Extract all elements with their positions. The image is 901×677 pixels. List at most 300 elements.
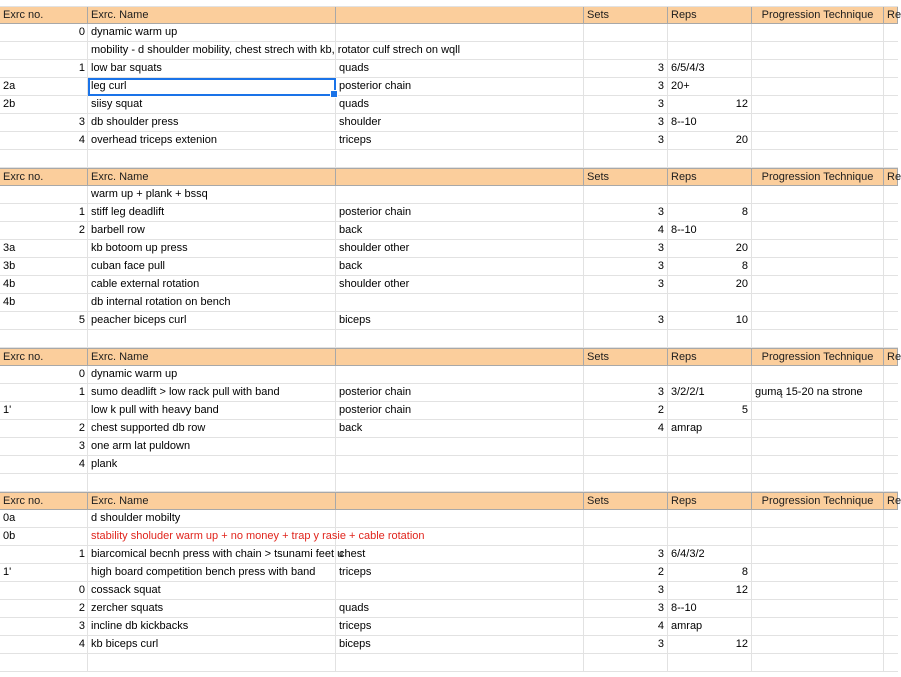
category-cell[interactable] bbox=[336, 438, 584, 456]
reps-cell[interactable] bbox=[668, 24, 752, 42]
progression-cell[interactable] bbox=[752, 294, 884, 312]
category-cell[interactable]: shoulder other bbox=[336, 240, 584, 258]
sets-cell[interactable]: 3 bbox=[584, 546, 668, 564]
exrc-no-cell[interactable]: 0a bbox=[0, 510, 88, 528]
progression-cell[interactable] bbox=[752, 528, 884, 546]
reps-cell[interactable] bbox=[668, 186, 752, 204]
exrc-no-cell[interactable]: 1' bbox=[0, 402, 88, 420]
sets-cell[interactable]: 3 bbox=[584, 582, 668, 600]
progression-cell[interactable] bbox=[752, 24, 884, 42]
reps-cell[interactable] bbox=[668, 222, 752, 240]
reps-text: amrap bbox=[671, 422, 703, 434]
progression-cell[interactable] bbox=[752, 42, 884, 60]
exrc-name-cell[interactable]: cuban face pull bbox=[88, 258, 336, 276]
category-cell[interactable]: chest bbox=[336, 546, 584, 564]
top-gridline bbox=[0, 0, 898, 7]
header-sets[interactable]: Sets bbox=[584, 348, 668, 366]
empty-cell[interactable] bbox=[584, 474, 668, 492]
empty-cell[interactable] bbox=[752, 654, 884, 672]
empty-cell[interactable] bbox=[0, 474, 88, 492]
progression-cell[interactable] bbox=[752, 204, 884, 222]
overflow-cell[interactable] bbox=[884, 366, 898, 384]
empty-cell[interactable] bbox=[752, 474, 884, 492]
header-progression[interactable]: Progression Technique bbox=[752, 168, 884, 186]
table-row bbox=[0, 546, 898, 564]
header-row bbox=[0, 6, 901, 24]
sets-cell[interactable]: 3 bbox=[584, 60, 668, 78]
sets-cell[interactable]: 3 bbox=[584, 636, 668, 654]
progression-cell[interactable] bbox=[752, 186, 884, 204]
overflow-cell[interactable] bbox=[884, 600, 898, 618]
exrc-no-cell[interactable]: 0b bbox=[0, 528, 88, 546]
category-cell[interactable]: shoulder other bbox=[336, 276, 584, 294]
header-blank[interactable] bbox=[336, 348, 584, 366]
header-sets[interactable]: Sets bbox=[584, 492, 668, 510]
empty-cell[interactable] bbox=[884, 150, 898, 168]
category-cell[interactable]: quads bbox=[336, 96, 584, 114]
reps-cell[interactable] bbox=[668, 294, 752, 312]
overflow-cell[interactable] bbox=[884, 564, 898, 582]
exrc-name-cell[interactable]: overhead triceps extenion bbox=[88, 132, 336, 150]
reps-number: 10 bbox=[735, 314, 748, 326]
category-cell[interactable] bbox=[336, 582, 584, 600]
overflow-cell[interactable] bbox=[884, 546, 898, 564]
reps-text: 6/4/3/2 bbox=[671, 548, 705, 560]
exrc-name-cell[interactable]: dynamic warm up bbox=[88, 24, 336, 42]
sets-cell[interactable]: 3 bbox=[584, 132, 668, 150]
exrc-index-cell[interactable]: 3 bbox=[78, 620, 85, 632]
reps-cell[interactable] bbox=[668, 114, 752, 132]
header-reps[interactable]: Reps bbox=[668, 168, 752, 186]
exrc-index-cell[interactable]: 1 bbox=[78, 206, 85, 218]
sets-cell[interactable]: 3 bbox=[584, 204, 668, 222]
overflow-cell[interactable] bbox=[884, 312, 898, 330]
progression-cell[interactable]: gumą 15-20 na strone bbox=[752, 384, 884, 402]
category-cell[interactable]: triceps bbox=[336, 132, 584, 150]
category-cell[interactable] bbox=[336, 456, 584, 474]
exrc-index-cell[interactable]: 4 bbox=[78, 458, 85, 470]
exrc-name-cell[interactable]: zercher squats bbox=[88, 600, 336, 618]
exrc-name-cell[interactable]: one arm lat puldown bbox=[88, 438, 336, 456]
overflow-cell[interactable] bbox=[884, 186, 898, 204]
progression-cell[interactable] bbox=[752, 366, 884, 384]
header-sets[interactable]: Sets bbox=[584, 168, 668, 186]
header-exrc-no[interactable]: Exrc no. bbox=[0, 348, 88, 366]
sets-cell[interactable]: 3 bbox=[584, 276, 668, 294]
empty-cell[interactable] bbox=[336, 330, 584, 348]
category-cell[interactable]: posterior chain bbox=[336, 78, 584, 96]
overflow-cell[interactable] bbox=[884, 114, 898, 132]
category-cell[interactable] bbox=[336, 366, 584, 384]
exrc-name-cell[interactable]: warm up + plank + bssq bbox=[88, 186, 336, 204]
exrc-name-cell[interactable]: barbell row bbox=[88, 222, 336, 240]
exrc-index-cell[interactable]: 3 bbox=[78, 116, 85, 128]
progression-cell[interactable] bbox=[752, 60, 884, 78]
reps-number: 8 bbox=[741, 260, 748, 272]
exrc-index-cell[interactable]: 0 bbox=[78, 26, 85, 38]
overflow-cell[interactable] bbox=[884, 24, 898, 42]
reps-number: 12 bbox=[735, 584, 748, 596]
table-row bbox=[0, 42, 898, 60]
exrc-name-cell[interactable]: stiff leg deadlift bbox=[88, 204, 336, 222]
empty-cell[interactable] bbox=[336, 654, 584, 672]
reps-cell[interactable] bbox=[668, 312, 752, 330]
overflow-cell[interactable] bbox=[884, 258, 898, 276]
header-row bbox=[0, 348, 901, 366]
sets-cell[interactable]: 3 bbox=[584, 114, 668, 132]
exrc-name-cell[interactable]: cossack squat bbox=[88, 582, 336, 600]
category-cell[interactable] bbox=[336, 510, 584, 528]
reps-cell[interactable] bbox=[668, 546, 752, 564]
sets-cell[interactable] bbox=[584, 366, 668, 384]
header-reps[interactable]: Reps bbox=[668, 6, 752, 24]
progression-cell[interactable] bbox=[752, 636, 884, 654]
overflow-cell[interactable] bbox=[884, 60, 898, 78]
overflow-cell[interactable] bbox=[884, 582, 898, 600]
exrc-name-cell[interactable]: d shoulder mobilty bbox=[88, 510, 336, 528]
exrc-index-cell[interactable]: 1 bbox=[78, 386, 85, 398]
header-exrc-name[interactable]: Exrc. Name bbox=[88, 348, 336, 366]
reps-cell[interactable] bbox=[668, 582, 752, 600]
exrc-no-cell[interactable]: 2b bbox=[0, 96, 88, 114]
sets-cell[interactable] bbox=[584, 186, 668, 204]
progression-cell[interactable] bbox=[752, 96, 884, 114]
header-blank[interactable] bbox=[336, 6, 584, 24]
exrc-index-cell[interactable]: 0 bbox=[78, 368, 85, 380]
overflow-cell[interactable] bbox=[884, 510, 898, 528]
category-cell[interactable]: posterior chain bbox=[336, 204, 584, 222]
exrc-index-cell[interactable]: 3 bbox=[78, 440, 85, 452]
progression-cell[interactable] bbox=[752, 312, 884, 330]
reps-cell[interactable] bbox=[668, 240, 752, 258]
header-progression[interactable]: Progression Technique bbox=[752, 492, 884, 510]
overflow-cell[interactable] bbox=[884, 132, 898, 150]
empty-cell[interactable] bbox=[668, 654, 752, 672]
overflow-cell[interactable] bbox=[884, 456, 898, 474]
category-cell[interactable]: shoulder bbox=[336, 114, 584, 132]
table-row bbox=[0, 204, 898, 222]
exrc-name-cell[interactable]: stability sholuder warm up + no money + trap y rasie + cable rotation bbox=[88, 528, 336, 546]
reps-number: 5 bbox=[741, 404, 748, 416]
overflow-cell[interactable] bbox=[884, 528, 898, 546]
reps-cell[interactable] bbox=[668, 96, 752, 114]
sets-cell[interactable]: 3 bbox=[584, 600, 668, 618]
sets-cell[interactable]: 4 bbox=[584, 618, 668, 636]
empty-cell[interactable] bbox=[336, 474, 584, 492]
empty-cell[interactable] bbox=[88, 654, 336, 672]
category-cell[interactable] bbox=[336, 42, 584, 60]
reps-cell[interactable] bbox=[668, 132, 752, 150]
sets-cell[interactable] bbox=[584, 528, 668, 546]
progression-cell[interactable] bbox=[752, 456, 884, 474]
category-cell[interactable] bbox=[336, 528, 584, 546]
overflow-cell[interactable] bbox=[884, 78, 898, 96]
overflow-cell[interactable] bbox=[884, 294, 898, 312]
empty-cell[interactable] bbox=[584, 150, 668, 168]
reps-text: 8--10 bbox=[671, 116, 697, 128]
sets-cell[interactable] bbox=[584, 510, 668, 528]
category-cell[interactable]: posterior chain bbox=[336, 384, 584, 402]
fill-handle[interactable] bbox=[330, 90, 338, 98]
reps-cell[interactable] bbox=[668, 402, 752, 420]
exrc-index-cell[interactable]: 4 bbox=[78, 638, 85, 650]
overflow-cell[interactable] bbox=[884, 96, 898, 114]
category-cell[interactable]: quads bbox=[336, 60, 584, 78]
header-progression[interactable]: Progression Technique bbox=[752, 348, 884, 366]
category-cell[interactable]: triceps bbox=[336, 564, 584, 582]
sets-cell[interactable] bbox=[584, 438, 668, 456]
overflow-cell[interactable] bbox=[884, 618, 898, 636]
reps-cell[interactable] bbox=[668, 528, 752, 546]
header-overflow[interactable]: Re bbox=[884, 168, 898, 186]
table-row bbox=[0, 222, 898, 240]
category-cell[interactable]: triceps bbox=[336, 618, 584, 636]
header-overflow[interactable]: Re bbox=[884, 6, 898, 24]
overflow-cell[interactable] bbox=[884, 384, 898, 402]
exrc-name-cell[interactable]: sumo deadlift > low rack pull with band bbox=[88, 384, 336, 402]
exrc-name-cell[interactable]: db shoulder press bbox=[88, 114, 336, 132]
exrc-index-cell[interactable]: 2 bbox=[78, 602, 85, 614]
exrc-index-cell[interactable]: 1 bbox=[78, 548, 85, 560]
table-row bbox=[0, 510, 898, 528]
table-row bbox=[0, 438, 898, 456]
sets-cell[interactable]: 3 bbox=[584, 312, 668, 330]
progression-cell[interactable] bbox=[752, 438, 884, 456]
header-exrc-no[interactable]: Exrc no. bbox=[0, 492, 88, 510]
reps-number: 20 bbox=[735, 242, 748, 254]
reps-cell[interactable] bbox=[668, 618, 752, 636]
header-sets[interactable]: Sets bbox=[584, 6, 668, 24]
reps-cell[interactable] bbox=[668, 600, 752, 618]
sets-cell[interactable] bbox=[584, 42, 668, 60]
sets-cell[interactable]: 2 bbox=[584, 564, 668, 582]
progression-cell[interactable] bbox=[752, 402, 884, 420]
exrc-no-cell[interactable] bbox=[0, 42, 88, 60]
sets-cell[interactable]: 3 bbox=[584, 258, 668, 276]
reps-cell[interactable] bbox=[668, 366, 752, 384]
empty-cell[interactable] bbox=[0, 150, 88, 168]
progression-cell[interactable] bbox=[752, 222, 884, 240]
empty-cell[interactable] bbox=[668, 330, 752, 348]
exrc-name-cell[interactable]: chest supported db row bbox=[88, 420, 336, 438]
exrc-no-cell[interactable]: 2a bbox=[0, 78, 88, 96]
progression-cell[interactable] bbox=[752, 240, 884, 258]
exrc-name-cell[interactable]: kb biceps curl bbox=[88, 636, 336, 654]
table-row bbox=[0, 132, 898, 150]
sets-cell[interactable]: 3 bbox=[584, 384, 668, 402]
empty-cell[interactable] bbox=[884, 654, 898, 672]
header-row bbox=[0, 492, 901, 510]
progression-cell[interactable] bbox=[752, 276, 884, 294]
category-cell[interactable]: quads bbox=[336, 600, 584, 618]
exrc-no-cell[interactable]: 1' bbox=[0, 564, 88, 582]
exrc-index-cell[interactable]: 4 bbox=[78, 134, 85, 146]
exrc-name-cell[interactable]: kb botoom up press bbox=[88, 240, 336, 258]
empty-cell[interactable] bbox=[88, 330, 336, 348]
overflow-cell[interactable] bbox=[884, 636, 898, 654]
reps-cell[interactable] bbox=[668, 564, 752, 582]
exrc-no-cell[interactable]: 4b bbox=[0, 294, 88, 312]
overflow-cell[interactable] bbox=[884, 240, 898, 258]
exrc-name-cell[interactable]: siisy squat bbox=[88, 96, 336, 114]
exrc-name-cell[interactable]: plank bbox=[88, 456, 336, 474]
overflow-cell[interactable] bbox=[884, 222, 898, 240]
overflow-cell[interactable] bbox=[884, 276, 898, 294]
table-row bbox=[0, 384, 898, 402]
reps-cell[interactable] bbox=[668, 276, 752, 294]
table-row bbox=[0, 528, 898, 546]
exrc-index-cell[interactable]: 0 bbox=[78, 584, 85, 596]
category-cell[interactable]: back bbox=[336, 222, 584, 240]
empty-cell[interactable] bbox=[584, 330, 668, 348]
category-cell[interactable]: back bbox=[336, 420, 584, 438]
reps-cell[interactable] bbox=[668, 384, 752, 402]
reps-number: 8 bbox=[741, 206, 748, 218]
progression-cell[interactable] bbox=[752, 618, 884, 636]
empty-cell[interactable] bbox=[88, 474, 336, 492]
exrc-index-cell[interactable]: 2 bbox=[78, 224, 85, 236]
overflow-cell[interactable] bbox=[884, 438, 898, 456]
overflow-cell[interactable] bbox=[884, 204, 898, 222]
header-progression[interactable]: Progression Technique bbox=[752, 6, 884, 24]
header-reps[interactable]: Reps bbox=[668, 492, 752, 510]
header-blank[interactable] bbox=[336, 492, 584, 510]
category-cell[interactable]: posterior chain bbox=[336, 402, 584, 420]
table-row bbox=[0, 24, 898, 42]
empty-cell[interactable] bbox=[668, 150, 752, 168]
table-row bbox=[0, 258, 898, 276]
table-row bbox=[0, 618, 898, 636]
table-row bbox=[0, 60, 898, 78]
table-row bbox=[0, 420, 898, 438]
reps-cell[interactable] bbox=[668, 78, 752, 96]
progression-cell[interactable] bbox=[752, 258, 884, 276]
sets-cell[interactable] bbox=[584, 24, 668, 42]
empty-cell[interactable] bbox=[752, 150, 884, 168]
overflow-cell[interactable] bbox=[884, 42, 898, 60]
reps-cell[interactable] bbox=[668, 204, 752, 222]
reps-cell[interactable] bbox=[668, 60, 752, 78]
progression-cell[interactable] bbox=[752, 114, 884, 132]
category-cell[interactable] bbox=[336, 294, 584, 312]
exrc-no-cell[interactable]: 3b bbox=[0, 258, 88, 276]
progression-cell[interactable] bbox=[752, 510, 884, 528]
sets-cell[interactable] bbox=[584, 456, 668, 474]
category-cell[interactable]: back bbox=[336, 258, 584, 276]
exrc-index-cell[interactable]: 5 bbox=[78, 314, 85, 326]
table-row bbox=[0, 564, 898, 582]
sets-cell[interactable]: 3 bbox=[584, 240, 668, 258]
exrc-name-cell[interactable]: low bar squats bbox=[88, 60, 336, 78]
exrc-name-cell[interactable]: db internal rotation on bench bbox=[88, 294, 336, 312]
sets-cell[interactable]: 3 bbox=[584, 78, 668, 96]
empty-cell[interactable] bbox=[336, 150, 584, 168]
exrc-no-cell[interactable] bbox=[0, 186, 88, 204]
empty-cell[interactable] bbox=[884, 330, 898, 348]
reps-number: 12 bbox=[735, 638, 748, 650]
progression-cell[interactable] bbox=[752, 582, 884, 600]
exrc-index-cell[interactable]: 1 bbox=[78, 62, 85, 74]
table-row bbox=[0, 402, 898, 420]
exrc-no-cell[interactable]: 4b bbox=[0, 276, 88, 294]
empty-cell[interactable] bbox=[584, 654, 668, 672]
progression-cell[interactable] bbox=[752, 564, 884, 582]
header-reps[interactable]: Reps bbox=[668, 348, 752, 366]
exrc-name-cell[interactable]: low k pull with heavy band bbox=[88, 402, 336, 420]
table-row bbox=[0, 456, 898, 474]
category-cell[interactable] bbox=[336, 186, 584, 204]
exrc-name-cell[interactable]: incline db kickbacks bbox=[88, 618, 336, 636]
exrc-name-cell[interactable]: cable external rotation bbox=[88, 276, 336, 294]
table-row bbox=[0, 186, 898, 204]
empty-cell[interactable] bbox=[668, 474, 752, 492]
category-cell[interactable] bbox=[336, 24, 584, 42]
reps-cell[interactable] bbox=[668, 510, 752, 528]
sets-cell[interactable]: 4 bbox=[584, 420, 668, 438]
header-exrc-no[interactable]: Exrc no. bbox=[0, 6, 88, 24]
header-exrc-no[interactable]: Exrc no. bbox=[0, 168, 88, 186]
empty-row bbox=[0, 654, 898, 672]
header-blank[interactable] bbox=[336, 168, 584, 186]
reps-text: amrap bbox=[671, 620, 703, 632]
header-exrc-name[interactable]: Exrc. Name bbox=[88, 492, 336, 510]
reps-cell[interactable] bbox=[668, 42, 752, 60]
category-cell[interactable]: biceps bbox=[336, 636, 584, 654]
header-exrc-name[interactable]: Exrc. Name bbox=[88, 168, 336, 186]
table-row bbox=[0, 366, 898, 384]
reps-cell[interactable] bbox=[668, 420, 752, 438]
empty-cell[interactable] bbox=[0, 654, 88, 672]
sets-cell[interactable]: 4 bbox=[584, 222, 668, 240]
reps-cell[interactable] bbox=[668, 438, 752, 456]
progression-cell[interactable] bbox=[752, 78, 884, 96]
sets-cell[interactable]: 3 bbox=[584, 96, 668, 114]
reps-cell[interactable] bbox=[668, 258, 752, 276]
reps-text: 8--10 bbox=[671, 224, 697, 236]
progression-cell[interactable] bbox=[752, 132, 884, 150]
header-overflow[interactable]: Re bbox=[884, 348, 898, 366]
header-exrc-name[interactable]: Exrc. Name bbox=[88, 6, 336, 24]
exrc-name-cell[interactable]: mobility - d shoulder mobility, chest strech with kb, rotator culf strech on wqll bbox=[88, 42, 336, 60]
exrc-index-cell[interactable]: 2 bbox=[78, 422, 85, 434]
overflow-cell[interactable] bbox=[884, 420, 898, 438]
progression-cell[interactable] bbox=[752, 546, 884, 564]
progression-cell[interactable] bbox=[752, 420, 884, 438]
empty-cell[interactable] bbox=[0, 330, 88, 348]
reps-number: 20 bbox=[735, 278, 748, 290]
category-cell[interactable]: biceps bbox=[336, 312, 584, 330]
exrc-name-cell[interactable]: peacher biceps curl bbox=[88, 312, 336, 330]
table-row bbox=[0, 96, 898, 114]
exrc-name-cell[interactable]: dynamic warm up bbox=[88, 366, 336, 384]
exrc-name-cell[interactable]: leg curl bbox=[88, 78, 336, 96]
sets-cell[interactable]: 2 bbox=[584, 402, 668, 420]
header-overflow[interactable]: Re bbox=[884, 492, 898, 510]
exrc-name-cell[interactable]: high board competition bench press with band bbox=[88, 564, 336, 582]
reps-number: 20 bbox=[735, 134, 748, 146]
progression-cell[interactable] bbox=[752, 600, 884, 618]
exrc-name-cell[interactable]: biarcomical becnh press with chain > tsunami feet u bbox=[88, 546, 336, 564]
empty-cell[interactable] bbox=[88, 150, 336, 168]
empty-cell[interactable] bbox=[884, 474, 898, 492]
overflow-cell[interactable] bbox=[884, 402, 898, 420]
empty-cell[interactable] bbox=[752, 330, 884, 348]
reps-cell[interactable] bbox=[668, 636, 752, 654]
table-row bbox=[0, 312, 898, 330]
sets-cell[interactable] bbox=[584, 294, 668, 312]
reps-cell[interactable] bbox=[668, 456, 752, 474]
exrc-no-cell[interactable]: 3a bbox=[0, 240, 88, 258]
